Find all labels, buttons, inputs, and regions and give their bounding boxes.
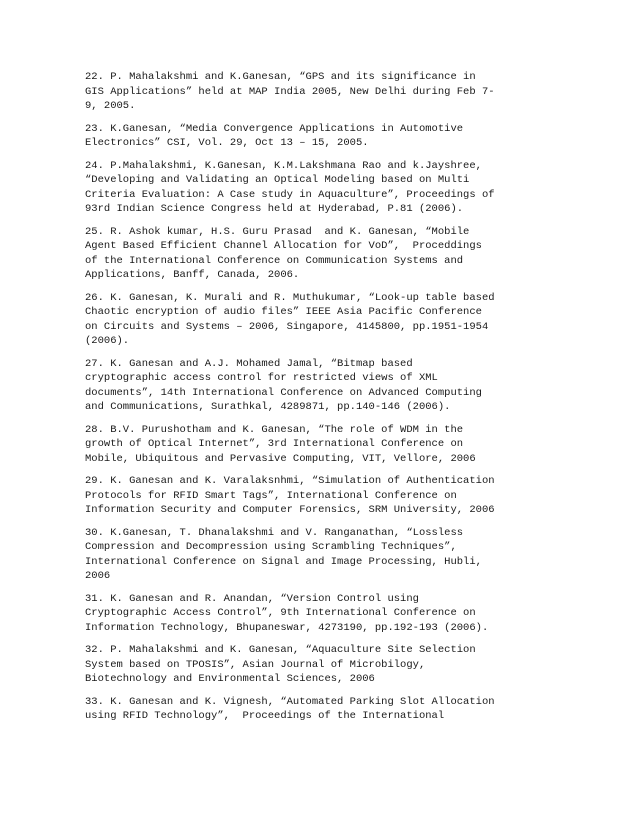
reference-line: Protocols for RFID Smart Tags”, International Conference on — [85, 489, 457, 502]
reference-line: 33. K. Ganesan and K. Vignesh, “Automated Parking Slot Allocation — [85, 695, 495, 708]
reference-24 — [85, 159, 555, 217]
reference-line: 9, 2005. — [85, 100, 136, 112]
reference-line: System based on TPOSIS”, Asian Journal of Microbilogy, — [85, 658, 426, 671]
reference-30 — [85, 526, 555, 584]
reference-line: 93rd Indian Science Congress held at Hyderabad, P.81 (2006). — [85, 203, 464, 215]
reference-29 — [85, 474, 555, 518]
reference-line: Chaotic encryption of audio files” IEEE Asia Pacific Conference — [85, 306, 482, 318]
reference-line: International Conference on Signal and Image Processing, Hubli, — [85, 555, 482, 568]
reference-line: 28. B.V. Purushotham and K. Ganesan, “The role of WDM in the — [85, 423, 464, 436]
reference-line: Agent Based Efficient Channel Allocation for VoD”, Proceddings — [85, 240, 482, 252]
reference-27 — [85, 357, 555, 415]
reference-line: and Communications, Surathkal, 4289871, pp.140-146 (2006). — [85, 401, 451, 413]
reference-line: Information Security and Computer Forensics, SRM University, 2006 — [85, 504, 495, 516]
reference-line: cryptographic access control for restricted views of XML — [85, 372, 438, 384]
reference-line: Cryptographic Access Control”, 9th International Conference on — [85, 607, 476, 619]
reference-line: Compression and Decompression using Scrambling Techniques”, — [85, 541, 457, 553]
reference-line: Information Technology, Bhupaneswar, 4273190, pp.192-193 (2006). — [85, 621, 489, 634]
reference-line: 26. K. Ganesan, K. Murali and R. Muthukumar, “Look-up table based — [85, 291, 495, 304]
reference-line: 32. P. Mahalakshmi and K. Ganesan, “Aquaculture Site Selection — [85, 644, 476, 656]
reference-line: 30. K.Ganesan, T. Dhanalakshmi and V. Ranganathan, “Lossless — [85, 526, 464, 539]
reference-26 — [85, 291, 555, 349]
reference-line: 22. P. Mahalakshmi and K.Ganesan, “GPS and its significance in — [85, 71, 476, 83]
reference-line: Mobile, Ubiquitous and Pervasive Computing, VIT, Vellore, 2006 — [85, 452, 476, 465]
reference-line: 23. K.Ganesan, “Media Convergence Applications in Automotive — [85, 122, 464, 135]
reference-line: “Developing and Validating an Optical Modeling based on Multi — [85, 174, 470, 186]
reference-line: of the International Conference on Communication Systems and — [85, 254, 464, 267]
reference-line: Electronics” CSI, Vol. 29, Oct 13 – 15, 2005. — [85, 137, 369, 149]
reference-25 — [85, 225, 555, 283]
document-page — [85, 70, 555, 732]
reference-line: 25. R. Ashok kumar, H.S. Guru Prasad and K. Ganesan, “Mobile — [85, 225, 470, 238]
reference-line: 2006 — [85, 570, 111, 582]
reference-line: (2006). — [85, 335, 130, 347]
reference-line: GIS Applications” held at MAP India 2005, New Delhi during Feb 7- — [85, 85, 495, 98]
reference-line: using RFID Technology”, Proceedings of the International — [85, 710, 445, 722]
reference-line: documents”, 14th International Conference on Advanced Computing — [85, 386, 482, 399]
reference-line: 24. P.Mahalakshmi, K.Ganesan, K.M.Lakshmana Rao and k.Jayshree, — [85, 159, 482, 172]
reference-23 — [85, 122, 555, 151]
reference-line: 27. K. Ganesan and A.J. Mohamed Jamal, “Bitmap based — [85, 357, 413, 370]
reference-line: 29. K. Ganesan and K. Varalaksnhmi, “Simulation of Authentication — [85, 475, 495, 487]
reference-line: Criteria Evaluation: A Case study in Aquaculture”, Proceedings of — [85, 188, 495, 201]
reference-22 — [85, 70, 555, 114]
reference-line: growth of Optical Internet”, 3rd International Conference on — [85, 438, 464, 450]
reference-line: Applications, Banff, Canada, 2006. — [85, 269, 300, 281]
reference-31 — [85, 592, 555, 636]
reference-line: on Circuits and Systems – 2006, Singapore, 4145800, pp.1951-1954 — [85, 320, 489, 333]
reference-33 — [85, 695, 555, 724]
reference-line: 31. K. Ganesan and R. Anandan, “Version Control using — [85, 592, 419, 605]
reference-28 — [85, 423, 555, 467]
reference-line: Biotechnology and Environmental Sciences, 2006 — [85, 673, 375, 685]
reference-32 — [85, 643, 555, 687]
